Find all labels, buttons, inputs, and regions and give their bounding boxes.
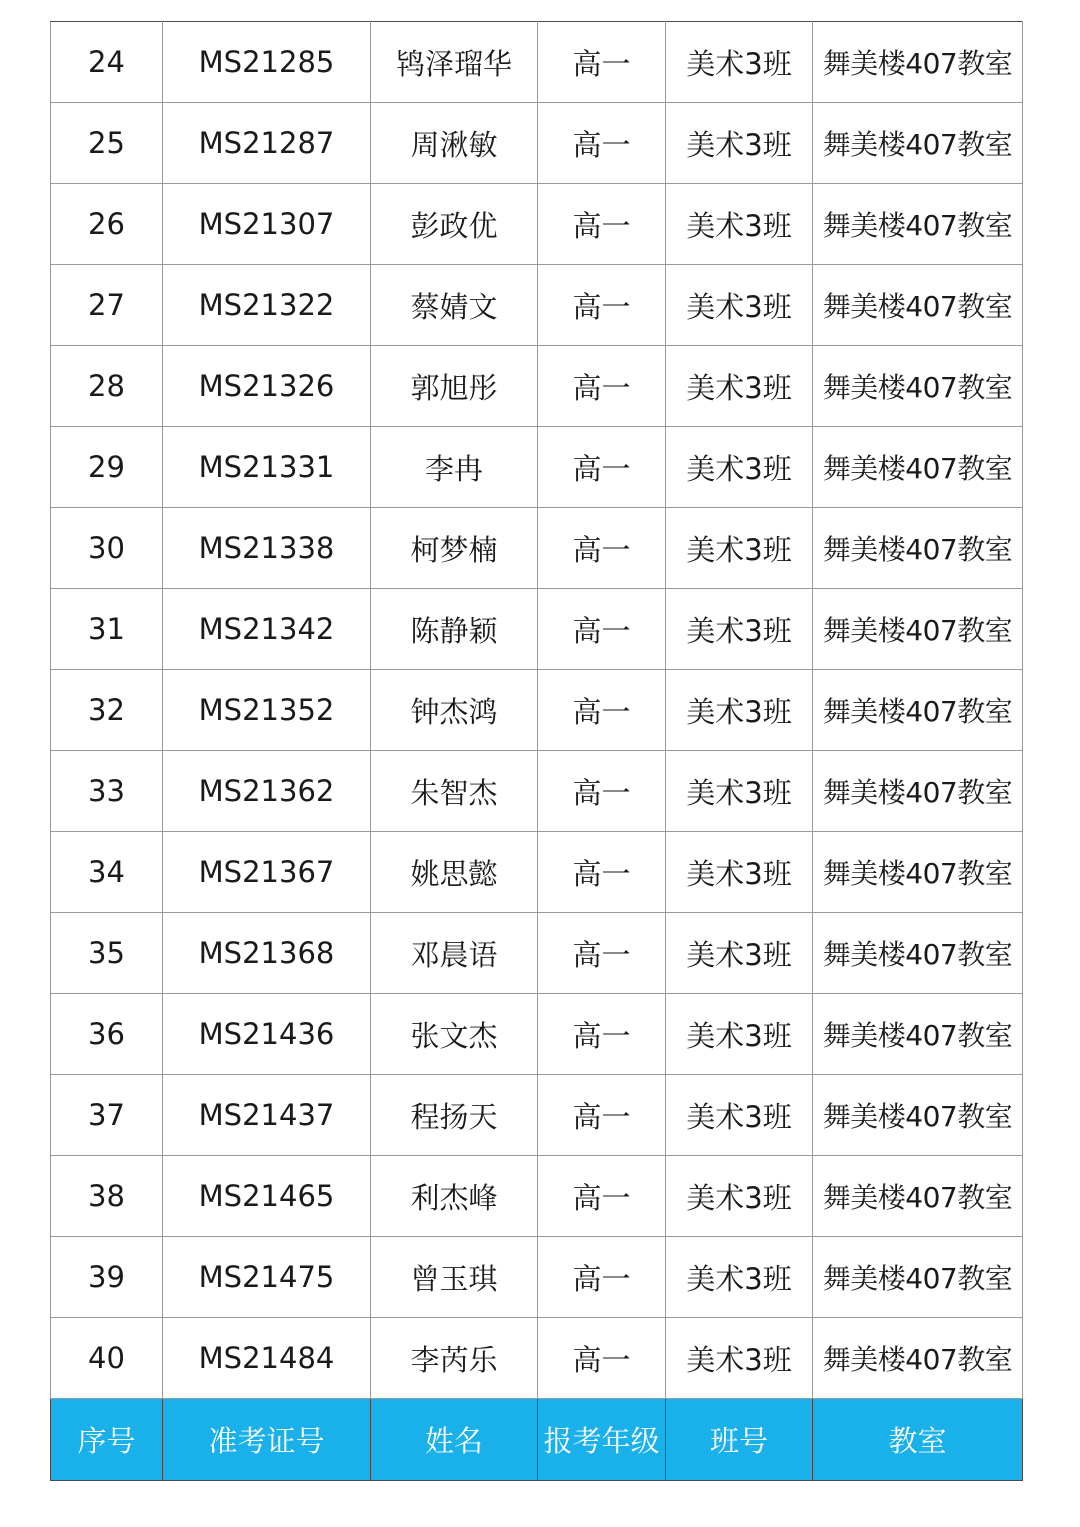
table-row [51, 832, 1023, 913]
header-class-no: 班号 [666, 1399, 813, 1481]
cell-exam-id: MS21331 [163, 427, 371, 508]
exam-roster-table [50, 21, 1023, 1481]
cell-grade: 高一 [538, 184, 666, 265]
cell-seq: 37 [51, 1075, 163, 1156]
cell-name: 蔡婧文 [371, 265, 538, 346]
cell-classroom: 舞美楼407教室 [813, 670, 1023, 751]
cell-grade: 高一 [538, 994, 666, 1075]
cell-name: 张文杰 [371, 994, 538, 1075]
cell-grade: 高一 [538, 751, 666, 832]
cell-grade: 高一 [538, 1318, 666, 1399]
cell-name: 陈静颖 [371, 589, 538, 670]
cell-name: 彭政优 [371, 184, 538, 265]
table-row [51, 589, 1023, 670]
cell-exam-id: MS21342 [163, 589, 371, 670]
cell-seq: 26 [51, 184, 163, 265]
cell-classroom: 舞美楼407教室 [813, 832, 1023, 913]
cell-grade: 高一 [538, 265, 666, 346]
cell-class-no: 美术3班 [666, 508, 813, 589]
cell-class-no: 美术3班 [666, 346, 813, 427]
cell-exam-id: MS21338 [163, 508, 371, 589]
cell-exam-id: MS21307 [163, 184, 371, 265]
cell-seq: 30 [51, 508, 163, 589]
table-row [51, 1237, 1023, 1318]
column-header-row [51, 1399, 1023, 1481]
cell-seq: 31 [51, 589, 163, 670]
table-row [51, 184, 1023, 265]
header-seq: 序号 [51, 1399, 163, 1481]
cell-exam-id: MS21322 [163, 265, 371, 346]
cell-seq: 24 [51, 22, 163, 103]
table-row [51, 22, 1023, 103]
cell-classroom: 舞美楼407教室 [813, 913, 1023, 994]
table-row [51, 1318, 1023, 1399]
table-row [51, 751, 1023, 832]
cell-exam-id: MS21285 [163, 22, 371, 103]
cell-classroom: 舞美楼407教室 [813, 508, 1023, 589]
cell-exam-id: MS21465 [163, 1156, 371, 1237]
cell-exam-id: MS21362 [163, 751, 371, 832]
cell-name: 程扬天 [371, 1075, 538, 1156]
cell-grade: 高一 [538, 832, 666, 913]
cell-exam-id: MS21287 [163, 103, 371, 184]
table-row [51, 508, 1023, 589]
header-grade: 报考年级 [538, 1399, 666, 1481]
header-name: 姓名 [371, 1399, 538, 1481]
cell-classroom: 舞美楼407教室 [813, 1318, 1023, 1399]
cell-grade: 高一 [538, 1237, 666, 1318]
cell-classroom: 舞美楼407教室 [813, 1156, 1023, 1237]
cell-exam-id: MS21326 [163, 346, 371, 427]
cell-name: 邓晨语 [371, 913, 538, 994]
header-classroom: 教室 [813, 1399, 1023, 1481]
cell-classroom: 舞美楼407教室 [813, 994, 1023, 1075]
cell-seq: 32 [51, 670, 163, 751]
cell-name: 李冉 [371, 427, 538, 508]
cell-grade: 高一 [538, 346, 666, 427]
cell-exam-id: MS21437 [163, 1075, 371, 1156]
cell-class-no: 美术3班 [666, 1237, 813, 1318]
cell-name: 郭旭彤 [371, 346, 538, 427]
cell-name: 李芮乐 [371, 1318, 538, 1399]
cell-grade: 高一 [538, 1075, 666, 1156]
cell-grade: 高一 [538, 22, 666, 103]
cell-exam-id: MS21484 [163, 1318, 371, 1399]
cell-class-no: 美术3班 [666, 1156, 813, 1237]
cell-name: 周湫敏 [371, 103, 538, 184]
cell-grade: 高一 [538, 103, 666, 184]
header-exam-id: 准考证号 [163, 1399, 371, 1481]
cell-class-no: 美术3班 [666, 1075, 813, 1156]
cell-name: 利杰峰 [371, 1156, 538, 1237]
cell-name: 姚思懿 [371, 832, 538, 913]
cell-classroom: 舞美楼407教室 [813, 103, 1023, 184]
cell-name: 曾玉琪 [371, 1237, 538, 1318]
table-row [51, 265, 1023, 346]
cell-grade: 高一 [538, 913, 666, 994]
cell-class-no: 美术3班 [666, 1318, 813, 1399]
cell-exam-id: MS21368 [163, 913, 371, 994]
cell-class-no: 美术3班 [666, 22, 813, 103]
cell-class-no: 美术3班 [666, 913, 813, 994]
cell-classroom: 舞美楼407教室 [813, 589, 1023, 670]
cell-classroom: 舞美楼407教室 [813, 1237, 1023, 1318]
table-row [51, 1156, 1023, 1237]
cell-name: 柯梦楠 [371, 508, 538, 589]
cell-seq: 28 [51, 346, 163, 427]
cell-seq: 40 [51, 1318, 163, 1399]
cell-class-no: 美术3班 [666, 670, 813, 751]
cell-seq: 38 [51, 1156, 163, 1237]
cell-class-no: 美术3班 [666, 751, 813, 832]
cell-seq: 39 [51, 1237, 163, 1318]
cell-class-no: 美术3班 [666, 265, 813, 346]
cell-name: 钟杰鸿 [371, 670, 538, 751]
cell-seq: 33 [51, 751, 163, 832]
table-row [51, 1075, 1023, 1156]
table-row [51, 994, 1023, 1075]
cell-seq: 29 [51, 427, 163, 508]
table-row [51, 913, 1023, 994]
cell-grade: 高一 [538, 427, 666, 508]
table-row [51, 427, 1023, 508]
table-row [51, 346, 1023, 427]
cell-seq: 35 [51, 913, 163, 994]
exam-roster-sheet [50, 21, 1022, 1481]
table-row [51, 103, 1023, 184]
cell-classroom: 舞美楼407教室 [813, 751, 1023, 832]
cell-seq: 27 [51, 265, 163, 346]
cell-exam-id: MS21436 [163, 994, 371, 1075]
cell-grade: 高一 [538, 508, 666, 589]
cell-grade: 高一 [538, 670, 666, 751]
cell-exam-id: MS21352 [163, 670, 371, 751]
cell-classroom: 舞美楼407教室 [813, 265, 1023, 346]
cell-exam-id: MS21475 [163, 1237, 371, 1318]
table-row [51, 670, 1023, 751]
cell-class-no: 美术3班 [666, 103, 813, 184]
cell-class-no: 美术3班 [666, 427, 813, 508]
cell-classroom: 舞美楼407教室 [813, 346, 1023, 427]
cell-class-no: 美术3班 [666, 832, 813, 913]
cell-class-no: 美术3班 [666, 994, 813, 1075]
cell-exam-id: MS21367 [163, 832, 371, 913]
cell-classroom: 舞美楼407教室 [813, 22, 1023, 103]
cell-name: 朱智杰 [371, 751, 538, 832]
cell-classroom: 舞美楼407教室 [813, 427, 1023, 508]
cell-classroom: 舞美楼407教室 [813, 184, 1023, 265]
cell-class-no: 美术3班 [666, 589, 813, 670]
cell-seq: 25 [51, 103, 163, 184]
cell-class-no: 美术3班 [666, 184, 813, 265]
cell-name: 鸨泽瑠华 [371, 22, 538, 103]
cell-seq: 34 [51, 832, 163, 913]
cell-seq: 36 [51, 994, 163, 1075]
cell-classroom: 舞美楼407教室 [813, 1075, 1023, 1156]
roster-body [51, 22, 1023, 1481]
cell-grade: 高一 [538, 589, 666, 670]
cell-grade: 高一 [538, 1156, 666, 1237]
